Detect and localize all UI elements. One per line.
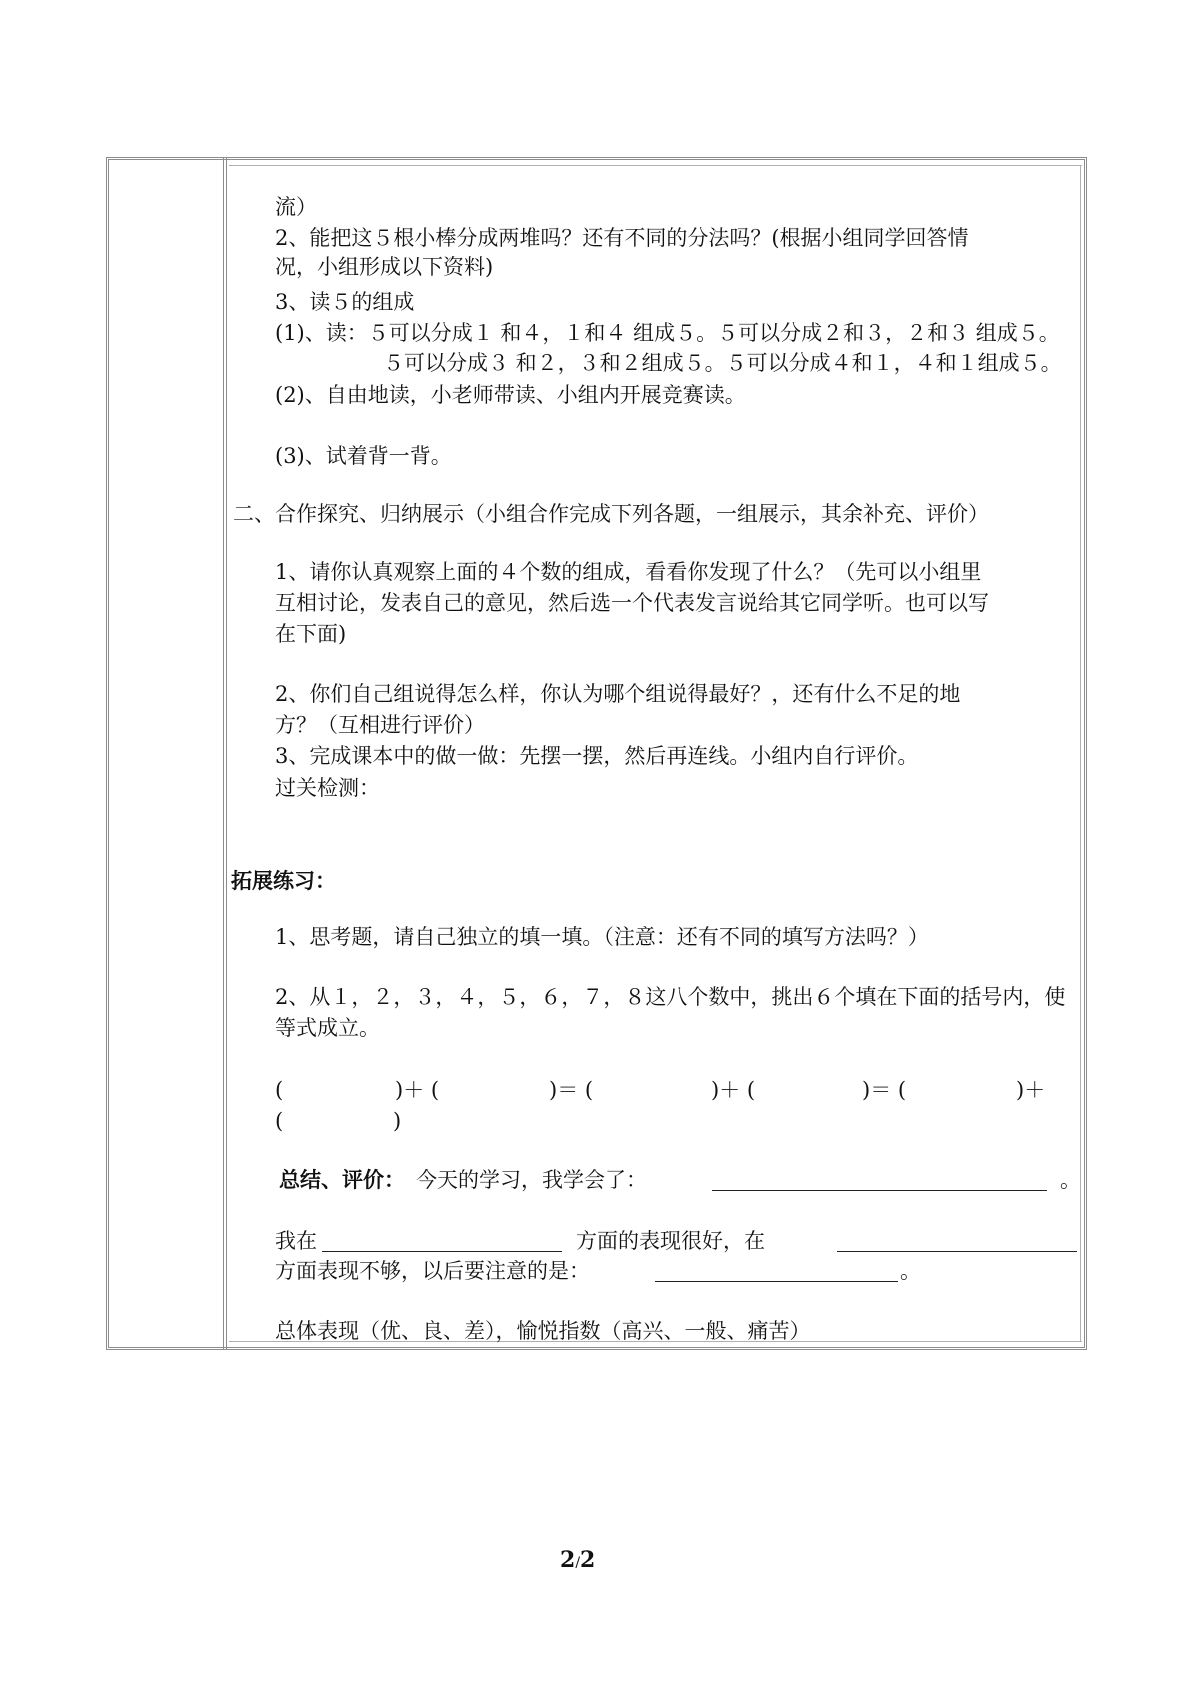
- text-line: 3、读５的组成: [275, 290, 415, 314]
- summary-overall: 总体表现（优、良、差），愉悦指数（高兴、一般、痛苦）: [275, 1319, 811, 1343]
- page-current: 2: [560, 1547, 576, 1573]
- text-line: (1)、读：５可以分成１ 和４，１和４ 组成５。５可以分成２和３，２和３ 组成５。: [275, 321, 1060, 345]
- inner-top-border: [229, 165, 1082, 166]
- section-heading: 二、合作探究、归纳展示（小组合作完成下列各题，一组展示，其余补充、评价）: [233, 502, 989, 526]
- summary-end: 。: [1060, 1168, 1081, 1192]
- text-line: 2、你们自己组说得怎么样，你认为哪个组说得最好？，还有什么不足的地: [275, 682, 961, 706]
- equation-part: )＋ (: [711, 1078, 756, 1102]
- text-line: 在下面): [275, 622, 347, 646]
- text-line: 1、思考题，请自己独立的填一填。（注意：还有不同的填写方法吗？）: [275, 925, 929, 949]
- text-line: 1、请你认真观察上面的４个数的组成，看看你发现了什么？（先可以小组里: [275, 560, 982, 584]
- page-number: [560, 1547, 595, 1573]
- fill-blank: [837, 1229, 1077, 1252]
- page-separator: /: [575, 1555, 581, 1571]
- text-line: 互相讨论，发表自己的意见，然后选一个代表发言说给其它同学听。也可以写: [275, 591, 989, 615]
- section-heading: 拓展练习：: [231, 868, 336, 893]
- fill-blank: [712, 1168, 1047, 1191]
- column-divider: [223, 157, 227, 1350]
- equation-part: (: [275, 1078, 284, 1102]
- page-total: 2: [580, 1547, 596, 1573]
- equation-part: )＋: [1016, 1078, 1046, 1102]
- fill-blank: [655, 1259, 898, 1282]
- text-line: 况，小组形成以下资料): [275, 255, 494, 279]
- text-line: 2、能把这５根小棒分成两堆吗？还有不同的分法吗？(根据小组同学回答情: [275, 226, 969, 250]
- text-line: ５可以分成３ 和２，３和２组成５。５可以分成４和１，４和１组成５。: [383, 351, 1062, 375]
- text-line: 流）: [275, 195, 317, 219]
- summary-me-at: 我在: [275, 1229, 317, 1253]
- text-line: 2、从１，２，３，４，５，６，７，８这八个数中，挑出６个填在下面的括号内，使: [275, 985, 1066, 1009]
- text-line: 过关检测：: [275, 776, 380, 800]
- summary-good: 方面的表现很好，在: [576, 1229, 765, 1253]
- text-line: 方？（互相进行评价）: [275, 713, 485, 737]
- equation-part: )＝ (: [549, 1078, 594, 1102]
- text-line: 3、完成课本中的做一做：先摆一摆，然后再连线。小组内自行评价。: [275, 744, 919, 768]
- text-line: 等式成立。: [275, 1016, 380, 1040]
- equation-part: )＝ (: [862, 1078, 907, 1102]
- text-line: (2)、自由地读，小老师带读、小组内开展竞赛读。: [275, 383, 746, 407]
- fill-blank: [322, 1229, 562, 1252]
- equation-part: (: [275, 1109, 284, 1133]
- text-line: (3)、试着背一背。: [275, 444, 452, 468]
- summary-not-enough: 方面表现不够，以后要注意的是：: [275, 1259, 590, 1283]
- summary-text: 今天的学习，我学会了：: [416, 1168, 647, 1192]
- summary-label: 总结、评价：: [279, 1167, 405, 1192]
- equation-part: ): [393, 1109, 402, 1133]
- summary-end: 。: [900, 1259, 921, 1283]
- equation-part: )＋ (: [395, 1078, 440, 1102]
